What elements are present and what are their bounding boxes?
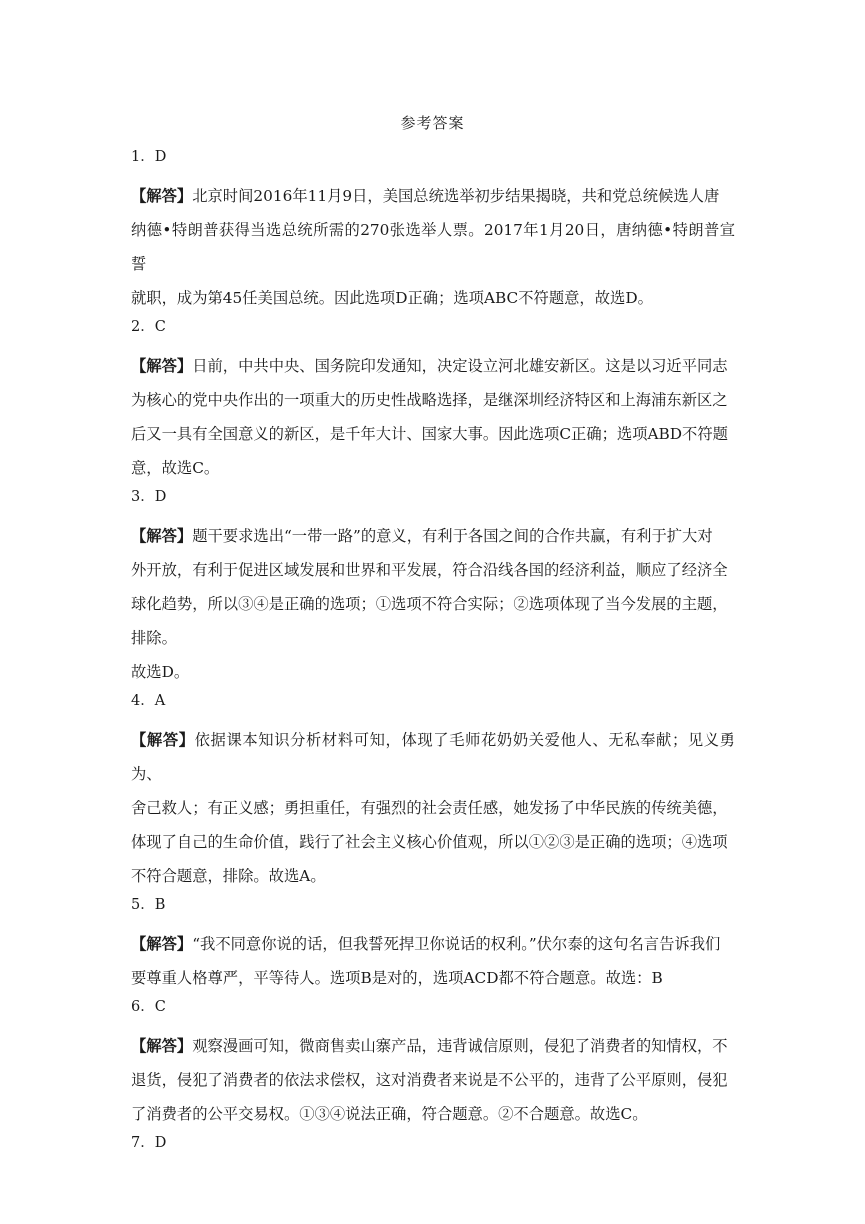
answer-list [131, 145, 735, 1165]
explanation-line [131, 1097, 735, 1131]
answer-explanation [131, 179, 735, 315]
explanation-text: 排除。 [131, 629, 177, 647]
explanation-line [131, 553, 735, 587]
explanation-line [131, 723, 735, 791]
answer-item [131, 893, 735, 995]
explanation-line [131, 281, 735, 315]
explanation-text: 外开放，有利于促进区域发展和世界和平发展，符合沿线各国的经济利益，顺应了经济全 [131, 561, 728, 579]
answer-explanation [131, 723, 735, 893]
answer-explanation [131, 1029, 735, 1131]
page-title: 参考答案 [400, 114, 465, 132]
explanation-text: 就职，成为第45任美国总统。因此选项D正确；选项ABC不符题意，故选D。 [131, 289, 653, 307]
explanation-line [131, 961, 735, 995]
explanation-line [131, 1029, 735, 1063]
explanation-text: 北京时间2016年11月9日，美国总统选举初步结果揭晓，共和党总统候选人唐 [192, 187, 720, 205]
explanation-text: 不符合题意，排除。故选A。 [131, 867, 326, 885]
answer-tag: 【解答】 [131, 935, 193, 953]
answer-explanation [131, 349, 735, 485]
answer-item [131, 315, 735, 485]
explanation-text: 了消费者的公平交易权。①③④说法正确，符合题意。②不合题意。故选C。 [131, 1105, 648, 1123]
explanation-text: 观察漫画可知，微商售卖山寨产品，违背诚信原则，侵犯了消费者的知情权，不 [192, 1037, 728, 1055]
answer-tag: 【解答】 [131, 731, 195, 749]
explanation-text: 意，故选C。 [131, 459, 220, 477]
explanation-line [131, 179, 735, 213]
answer-number: 2．C [131, 319, 166, 335]
explanation-line [131, 1063, 735, 1097]
answer-number: 4．A [131, 693, 166, 709]
answer-number: 5．B [131, 897, 166, 913]
explanation-line [131, 349, 735, 383]
answer-number: 7．D [131, 1135, 167, 1151]
explanation-text: 要尊重人格尊严，平等待人。选项B是对的，选项ACD都不符合题意。故选：B [131, 969, 663, 987]
explanation-line [131, 519, 735, 553]
answer-tag: 【解答】 [131, 357, 193, 375]
explanation-line [131, 417, 735, 451]
explanation-text: “我不同意你说的话，但我誓死捍卫你说话的权利。”伏尔泰的这句名言告诉我们 [192, 935, 721, 953]
explanation-text: 题干要求选出“一带一路”的意义，有利于各国之间的合作共赢，有利于扩大对 [192, 527, 713, 545]
explanation-text: 后又一具有全国意义的新区，是千年大计、国家大事。因此选项C正确；选项ABD不符题 [131, 425, 728, 443]
answer-number: 1．D [131, 149, 167, 165]
answer-item [131, 995, 735, 1131]
answer-tag: 【解答】 [131, 1037, 193, 1055]
answer-number: 3．D [131, 489, 167, 505]
explanation-line [131, 825, 735, 859]
explanation-line [131, 859, 735, 893]
explanation-text: 为核心的党中央作出的一项重大的历史性战略选择，是继深圳经济特区和上海浦东新区之 [131, 391, 728, 409]
answer-item [131, 485, 735, 689]
conclusion-line: 故选D。 [131, 663, 190, 681]
answer-item [131, 1131, 735, 1155]
explanation-line [131, 587, 735, 621]
answer-tag: 【解答】 [131, 527, 193, 545]
explanation-line [131, 791, 735, 825]
explanation-text: 退货，侵犯了消费者的依法求偿权，这对消费者来说是不公平的，违背了公平原则，侵犯 [131, 1071, 728, 1089]
explanation-line [131, 927, 735, 961]
explanation-line [131, 383, 735, 417]
explanation-line [131, 621, 735, 655]
answer-tag: 【解答】 [131, 187, 193, 205]
answer-explanation [131, 519, 735, 689]
explanation-line [131, 451, 735, 485]
explanation-text: 球化趋势，所以③④是正确的选项；①选项不符合实际；②选项体现了当今发展的主题， [131, 595, 728, 613]
explanation-text: 日前，中共中央、国务院印发通知，决定设立河北雄安新区。这是以习近平同志 [192, 357, 728, 375]
explanation-text: 体现了自己的生命价值，践行了社会主义核心价值观，所以①②③是正确的选项；④选项 [131, 833, 728, 851]
explanation-text: 纳德•特朗普获得当选总统所需的270张选举人票。2017年1月20日，唐纳德•特朗普宣誓 [131, 221, 735, 273]
answer-item [131, 145, 735, 315]
explanation-line [131, 213, 735, 281]
answer-number: 6．C [131, 999, 166, 1015]
answer-item [131, 689, 735, 893]
explanation-text: 舍己救人；有正义感；勇担重任，有强烈的社会责任感，她发扬了中华民族的传统美德， [131, 799, 728, 817]
explanation-text: 依据课本知识分析材料可知，体现了毛师花奶奶关爱他人、无私奉献；见义勇为、 [131, 731, 735, 783]
answer-explanation [131, 927, 735, 995]
